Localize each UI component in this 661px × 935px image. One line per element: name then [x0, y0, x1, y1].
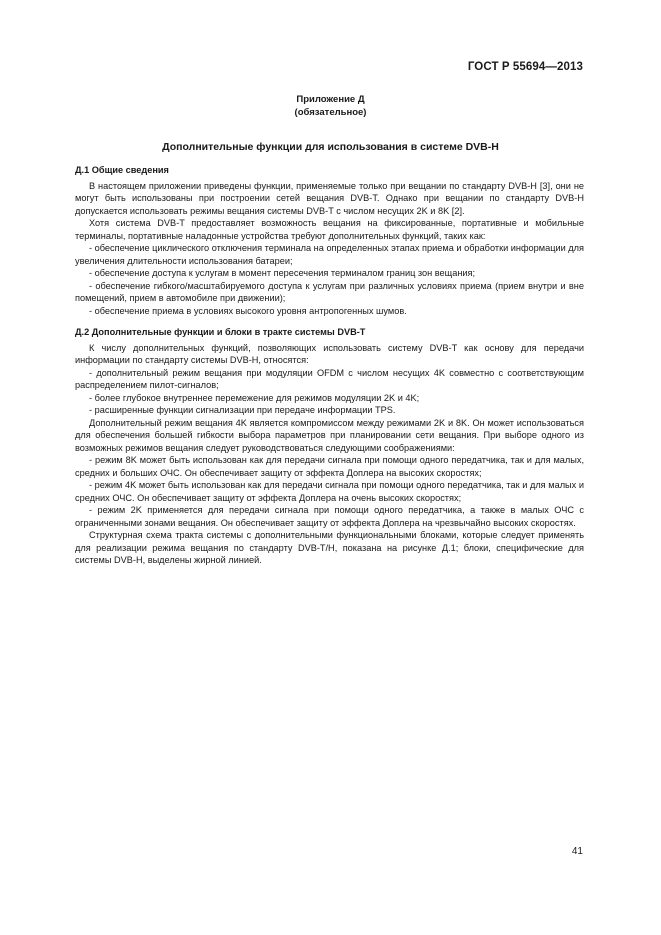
- annex-heading: [0, 93, 661, 119]
- list-item: - дополнительный режим вещания при модуляции OFDM с числом несущих 4K совместно с соответствующим распределением пилот-сигналов;: [75, 367, 584, 390]
- list-item: - обеспечение приема в условиях высокого уровня антропогенных шумов.: [89, 305, 407, 316]
- document-title: Дополнительные функции для использования в системе DVB-H: [162, 141, 499, 153]
- paragraph: Структурная схема тракта системы с дополнительными функциональными блоками, которые следует применять для реализации режима вещания по стандарту DVB-T/H, показана на рисунке Д.1; блоки, специфические для системы DVB-H, выделены жирной линией.: [75, 530, 584, 565]
- paragraph: К числу дополнительных функций, позволяющих использовать систему DVB-T как основу для передачи информации по стандарту системы DVB-H, относятся:: [75, 342, 584, 365]
- page-number: 41: [571, 846, 583, 857]
- paragraph: В настоящем приложении приведены функции, применяемые только при вещании по стандарту DVB-H [3], они не могут быть использованы при построении сетей вещания DVB-T. Однако при вещании по стандарту DVB-H допускается использовать режимы вещания системы DVB-T с числом несущих 2K и 8K [2].: [75, 180, 584, 216]
- annex-title: Приложение Д: [296, 94, 365, 105]
- section-heading: Д.1 Общие сведения: [75, 165, 169, 175]
- list-item: - обеспечение доступа к услугам в момент пересечения терминалом границ зон вещания;: [89, 268, 476, 278]
- list-item: - режим 4K может быть использован как для передачи сигнала при помощи одного передатчика, так и для малых и средних ОЧС. Он обеспечивает защиту от эффекта Доплера на очень высоких скоростях;: [75, 480, 584, 503]
- list-item: - обеспечение циклического отключения терминала на определенных этапах приема и обработки информации для увеличения длительности использования батареи;: [75, 243, 584, 266]
- list-item: - режим 8K может быть использован как для передачи сигнала при помощи одного передатчика, так и для малых, средних и больших ОЧС. Он обеспечивает защиту от эффекта Доплера на высоких скоростях;: [75, 455, 584, 478]
- standard-number: ГОСТ Р 55694—2013: [467, 61, 583, 73]
- paragraph: Хотя система DVB-T предоставляет возможность вещания на фиксированные, портативные и мобильные терминалы, портативные наладонные устройства требуют дополнительных функций, таких как:: [75, 218, 584, 241]
- list-item: - обеспечение гибкого/масштабируемого доступа к услугам при различных условиях приема (прием внутри и вне помещений, прием в автомобиле при движении);: [75, 280, 584, 303]
- list-item: - расширенные функции сигнализации при передаче информации TPS.: [89, 405, 396, 415]
- annex-status: (обязательное): [294, 107, 367, 118]
- paragraph: Дополнительный режим вещания 4K является компромиссом между режимами 2K и 8K. Он может использоваться для обеспечения большей гибкости выбора параметров при планировании сети вещания. При выборе одного из возможных режимов вещания следует руководствоваться следующими соображениями:: [75, 417, 584, 453]
- list-item: - режим 2K применяется для передачи сигнала при помощи одного передатчика, а также в малых ОЧС с ограниченными зонами вещания. Он обеспечивает защиту от эффекта Доплера на чрезвычайно высоких скоростях.: [75, 505, 584, 528]
- section-heading: Д.2 Дополнительные функции и блоки в тракте системы DVB-T: [75, 327, 366, 337]
- list-item: - более глубокое внутреннее перемежение для режимов модуляции 2K и 4K;: [89, 392, 420, 403]
- document-body: [75, 164, 584, 567]
